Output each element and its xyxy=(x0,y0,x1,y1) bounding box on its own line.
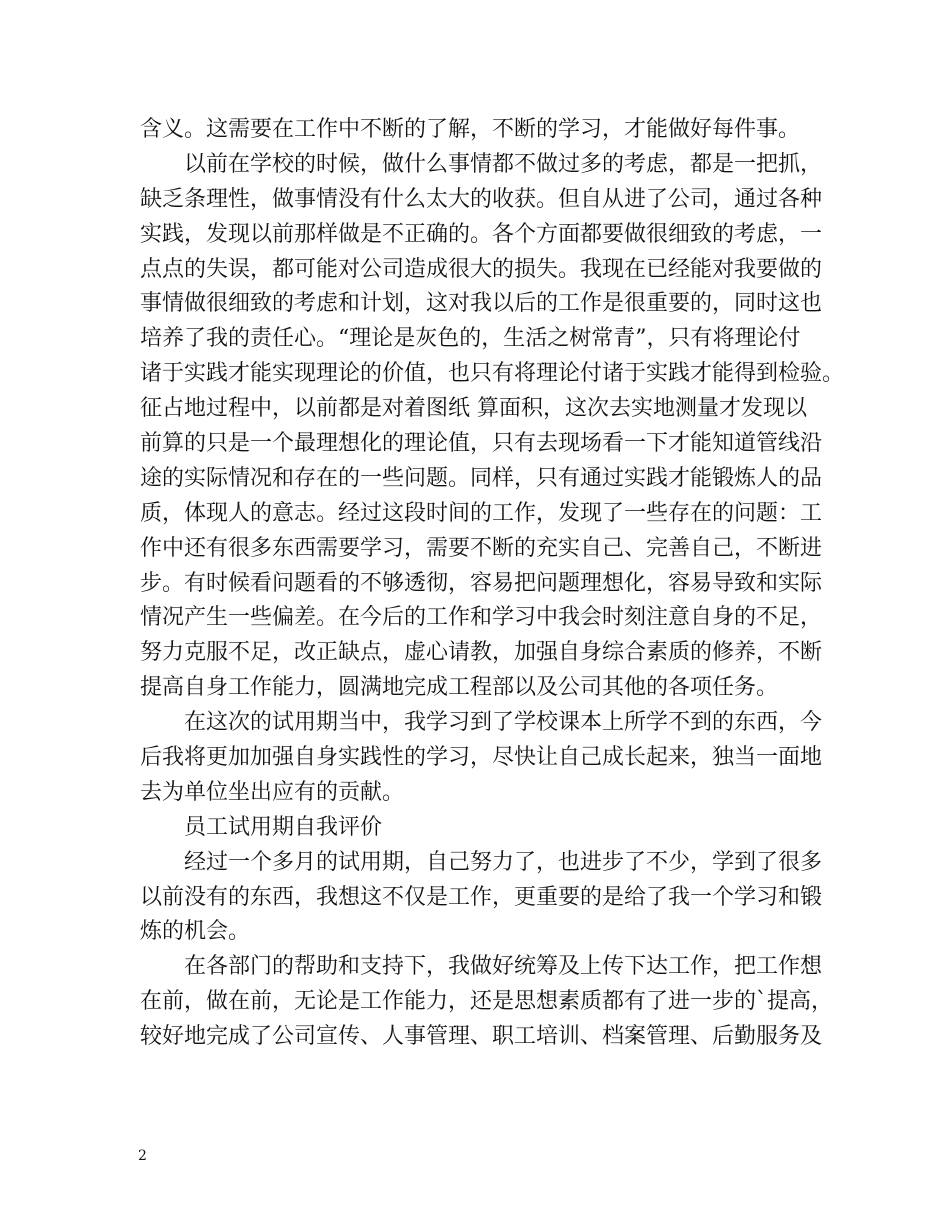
text-line: 缺乏条理性，做事情没有什么太大的收获。但自从进了公司，通过各种 xyxy=(140,186,823,212)
text-line: 作中还有很多东西需要学习，需要不断的充实自己、完善自己，不断进 xyxy=(140,535,823,561)
text-line: 诸于实践才能实现理论的价值，也只有将理论付诸于实践才能得到检验。 xyxy=(140,361,845,387)
text-line: 前算的只是一个最理想化的理论值，只有去现场看一下才能知道管线沿 xyxy=(140,431,823,457)
text-line: 员工试用期自我评价 xyxy=(184,814,383,840)
page-number: 2 xyxy=(138,1148,147,1164)
text-line: 含义。这需要在工作中不断的了解，不断的学习，才能做好每件事。 xyxy=(140,117,801,142)
text-line: 事情做很细致的考虑和计划，这对我以后的工作是很重要的，同时这也 xyxy=(140,291,823,317)
text-line: 在前，做在前，无论是工作能力，还是思想素质都有了进一步的`提高， xyxy=(140,989,834,1015)
text-line: 步。有时候看问题看的不够透彻，容易把问题理想化，容易导致和实际 xyxy=(140,570,823,596)
text-line: 炼的机会。 xyxy=(140,919,251,945)
text-line: 去为单位坐出应有的贡献。 xyxy=(140,779,405,805)
text-line: 经过一个多月的试用期，自己努力了，也进步了不少，学到了很多 xyxy=(184,849,823,875)
text-line: 以前在学校的时候，做什么事情都不做过多的考虑，都是一把抓， xyxy=(184,151,823,177)
text-line: 征占地过程中，以前都是对着图纸 算面积，这次去实地测量才发现以 xyxy=(140,396,807,422)
text-line: 提高自身工作能力，圆满地完成工程部以及公司其他的各项任务。 xyxy=(140,675,779,701)
text-line: 在这次的试用期当中，我学习到了学校课本上所学不到的东西，今 xyxy=(184,710,823,736)
text-line: 培养了我的责任心。“理论是灰色的，生活之树常青”，只有将理论付 xyxy=(140,326,801,352)
text-line: 后我将更加加强自身实践性的学习，尽快让自己成长起来，独当一面地 xyxy=(140,745,823,771)
text-line: 在各部门的帮助和支持下，我做好统筹及上传下达工作，把工作想 xyxy=(184,954,823,980)
text-line: 途的实际情况和存在的一些问题。同样，只有通过实践才能锻炼人的品 xyxy=(140,465,823,491)
text-line: 以前没有的东西，我想这不仅是工作，更重要的是给了我一个学习和锻 xyxy=(140,884,823,910)
text-line: 努力克服不足，改正缺点，虚心请教，加强自身综合素质的修养，不断 xyxy=(140,640,823,666)
document-body xyxy=(140,113,845,1055)
text-line: 实践，发现以前那样做是不正确的。各个方面都要做很细致的考虑，一 xyxy=(140,221,823,247)
text-line: 情况产生一些偏差。在今后的工作和学习中我会时刻注意自身的不足， xyxy=(140,605,823,631)
text-line: 质，体现人的意志。经过这段时间的工作，发现了一些存在的问题：工 xyxy=(140,500,823,526)
text-line: 点点的失误，都可能对公司造成很大的损失。我现在已经能对我要做的 xyxy=(140,256,823,282)
text-line: 较好地完成了公司宣传、人事管理、职工培训、档案管理、后勤服务及 xyxy=(140,1024,823,1050)
